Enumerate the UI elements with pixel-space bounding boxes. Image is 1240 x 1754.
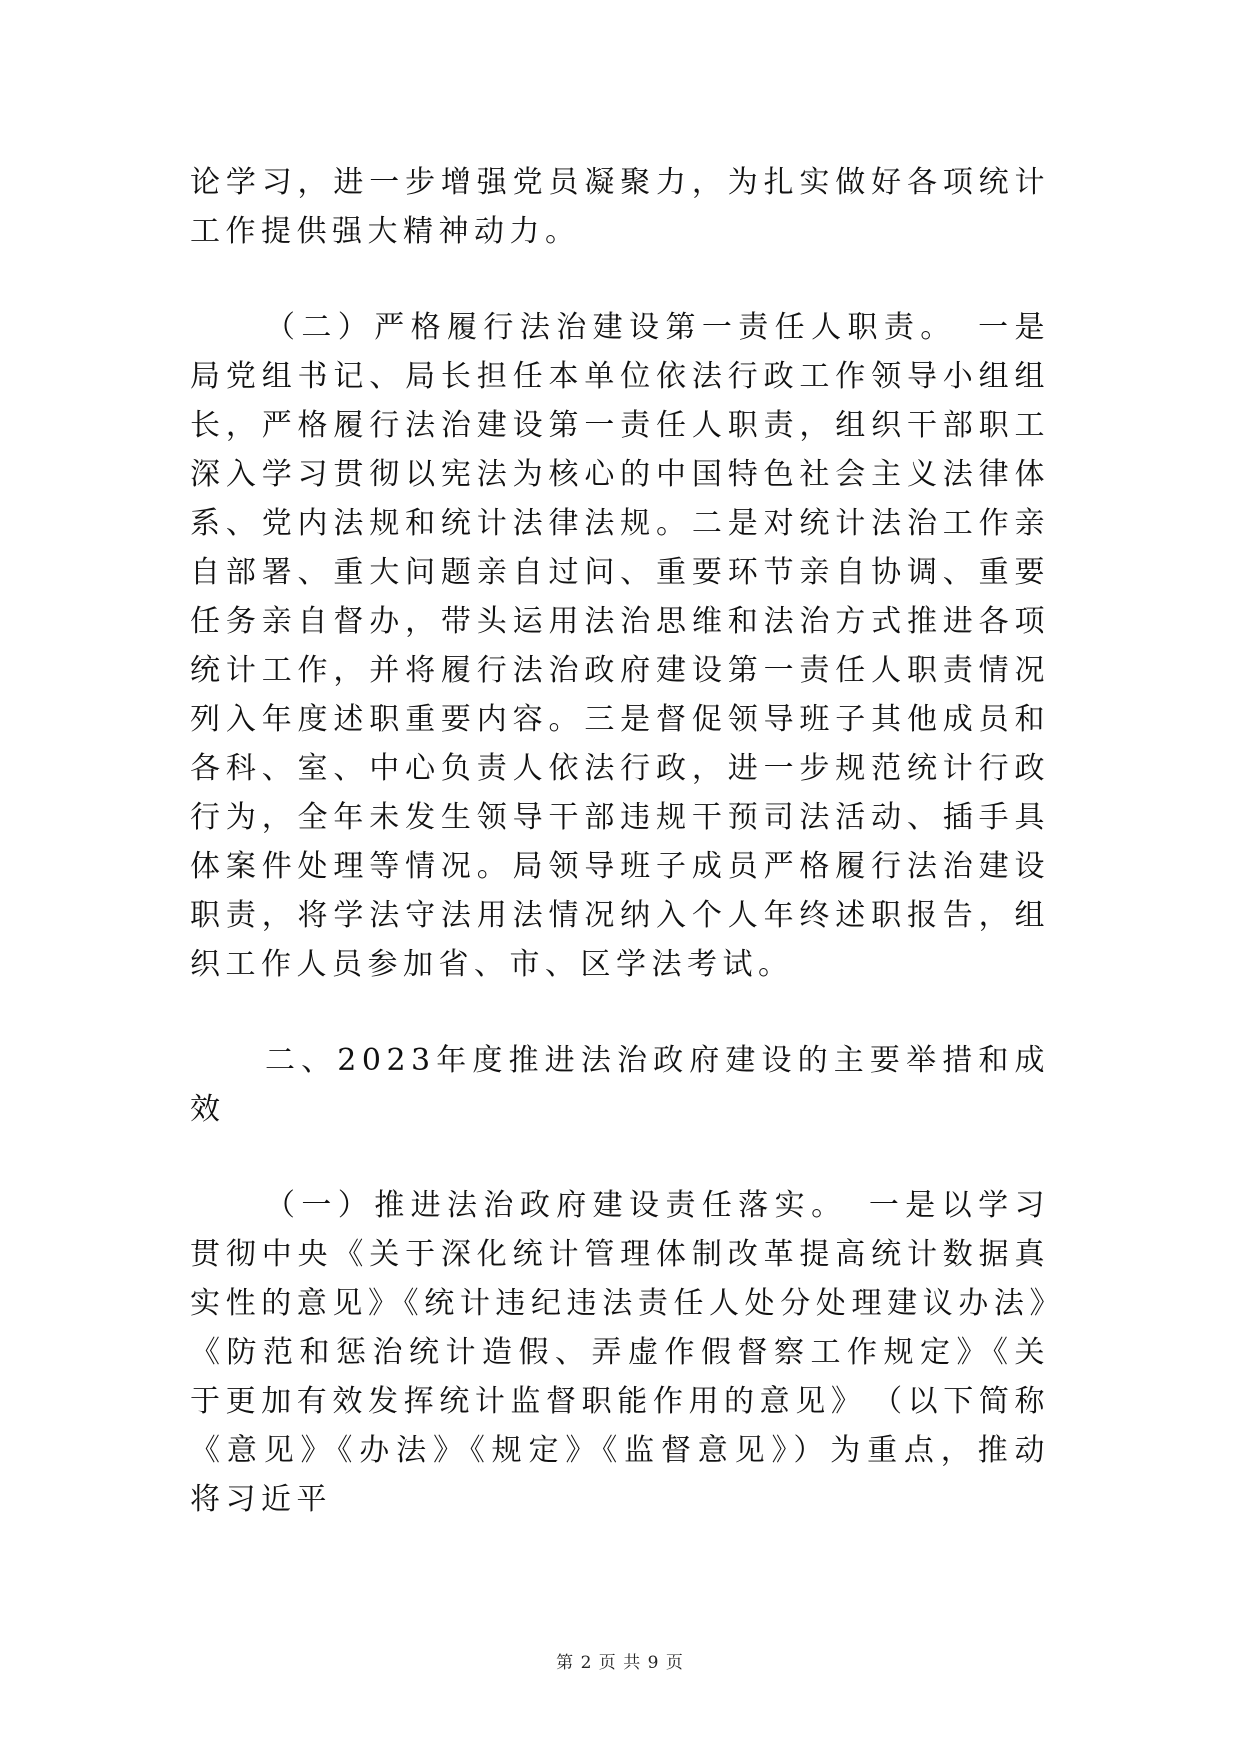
paragraph-continuation: 论学习，进一步增强党员凝聚力，为扎实做好各项统计工作提供强大精神动力。	[190, 165, 1050, 249]
page-number-footer: 第 2 页 共 9 页	[556, 1653, 684, 1673]
paragraph-section-1: （一）推进法治政府建设责任落实。 一是以学习贯彻中央《关于深化统计管理体制改革提高统计数据真实性的意见》《统计违纪违法责任人处分处理建议办法》《防范和惩治统计造假、弄虚作假督察工作规定》《关于更加有效发挥统计监督职能作用的意见》 （以下简称《意见》《办法》《规定》《监督意见》）为重点，推动将习近平	[190, 1188, 1050, 1517]
document-body	[190, 158, 1050, 1524]
paragraph-section-2: （二）严格履行法治建设第一责任人职责。 一是局党组书记、局长担任本单位依法行政工作领导小组组长，严格履行法治建设第一责任人职责，组织干部职工深入学习贯彻以宪法为核心的中国特色社会主义法律体系、党内法规和统计法律法规。二是对统计法治工作亲自部署、重大问题亲自过问、重要环节亲自协调、重要任务亲自督办，带头运用法治思维和法治方式推进各项统计工作，并将履行法治政府建设第一责任人职责情况列入年度述职重要内容。三是督促领导班子其他成员和各科、室、中心负责人依法行政，进一步规范统计行政行为，全年未发生领导干部违规干预司法活动、插手具体案件处理等情况。局领导班子成员严格履行法治建设职责，将学法守法用法情况纳入个人年终述职报告，组织工作人员参加省、市、区学法考试。	[190, 310, 1050, 982]
section-heading: 二、2023年度推进法治政府建设的主要举措和成效	[190, 1043, 1050, 1127]
